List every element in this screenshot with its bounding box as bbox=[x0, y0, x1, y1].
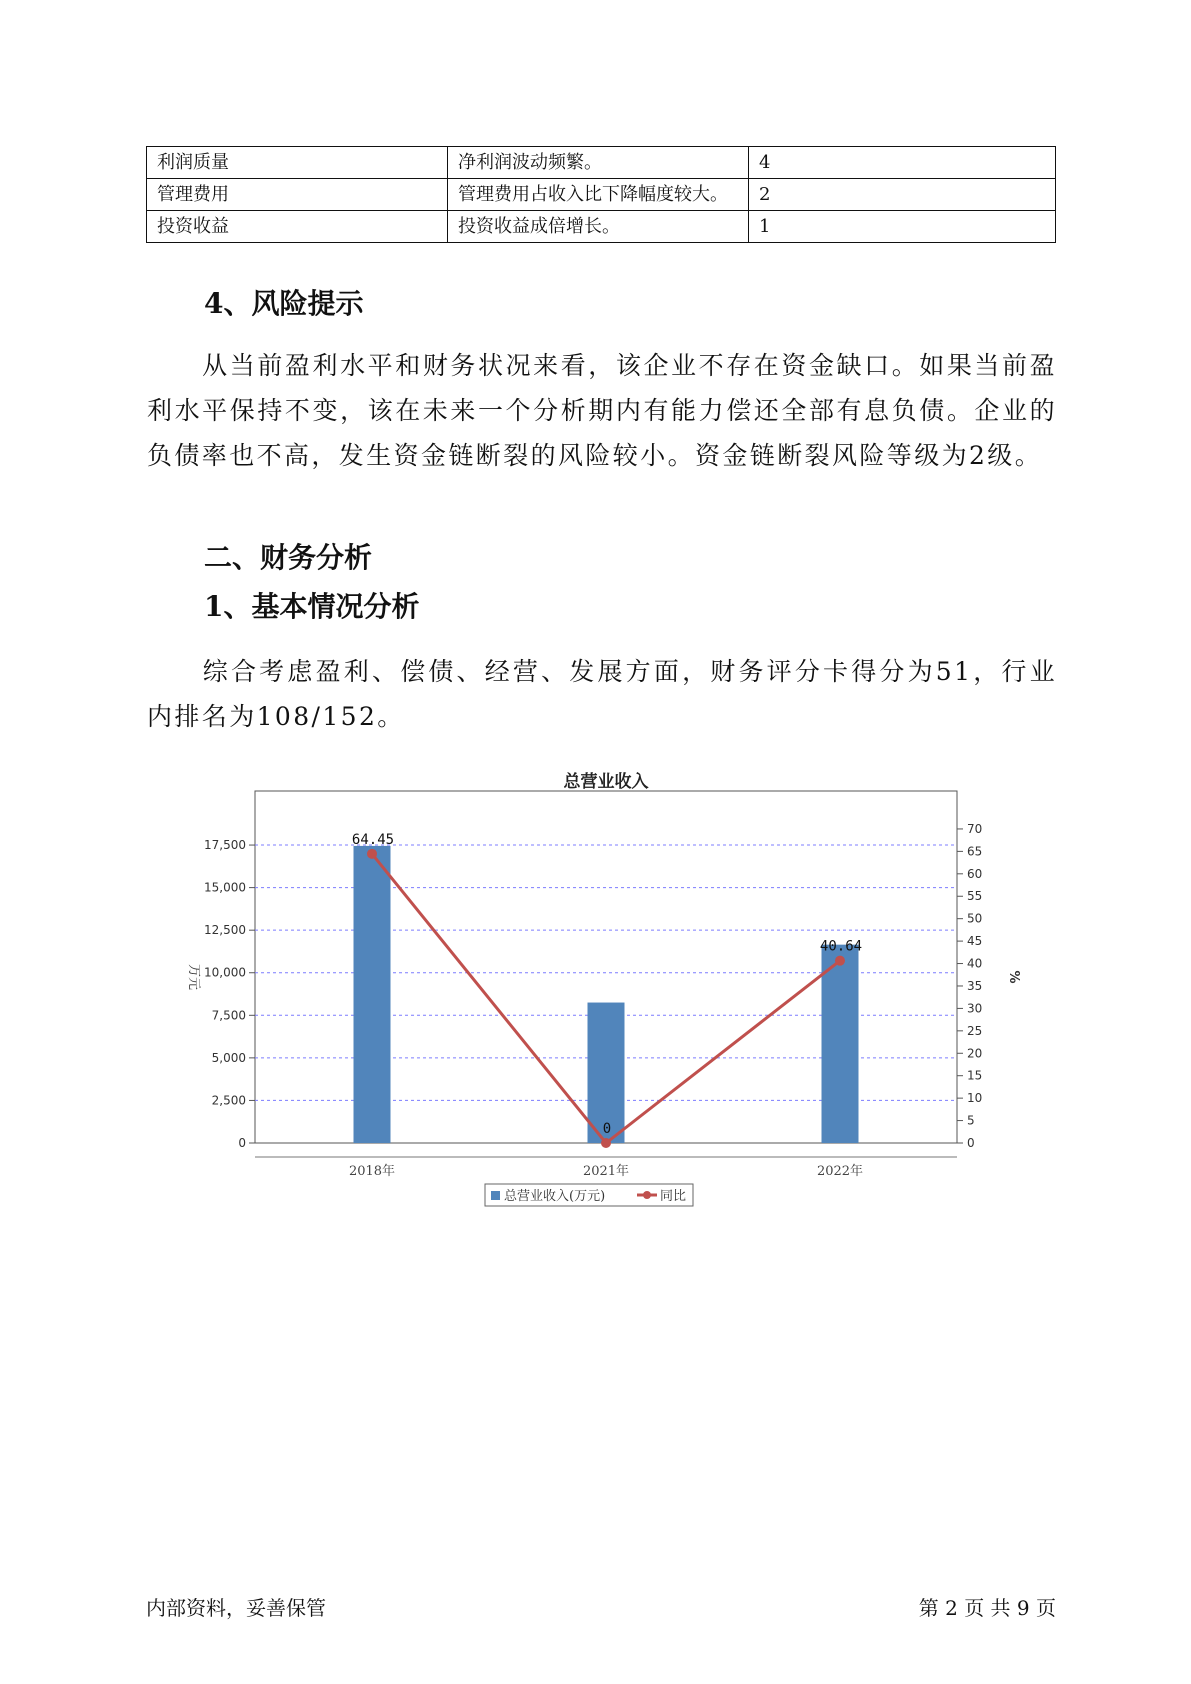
y-axis-label: 万元 bbox=[186, 963, 201, 991]
table-row bbox=[147, 147, 1056, 179]
y-tick-label: 0 bbox=[238, 1136, 246, 1150]
y-tick-label: 5,000 bbox=[211, 1050, 246, 1065]
y2-tick-label: 40 bbox=[967, 956, 983, 971]
y2-tick-label: 65 bbox=[967, 844, 983, 859]
footer-page-number: 第 2 页 共 9 页 bbox=[918, 1596, 1056, 1620]
table-row bbox=[147, 211, 1056, 243]
revenue-chart-svg bbox=[170, 760, 1050, 1220]
bar bbox=[822, 945, 859, 1143]
x-tick-label: 2018年 bbox=[348, 1164, 396, 1179]
risk-paragraph: 从当前盈利水平和财务状况来看，该企业不存在资金缺口。如果当前盈利水平保持不变，该在未来一个分析期内有能力偿还全部有息负债。企业的负债率也不高，发生资金链断裂的风险较小。资金链断裂风险等级为2级。 bbox=[147, 351, 1057, 470]
bar bbox=[354, 846, 391, 1143]
y2-tick-label: 25 bbox=[967, 1023, 983, 1038]
table-cell-desc: 净利润波动频繁。 bbox=[448, 147, 749, 179]
legend-line-label: 同比 bbox=[660, 1189, 687, 1204]
legend-bar-swatch bbox=[491, 1191, 500, 1200]
y-tick-label: 10,000 bbox=[204, 965, 246, 980]
data-label: 0 bbox=[602, 1121, 612, 1137]
y2-tick-label: 45 bbox=[967, 934, 983, 949]
y-tick-label: 17,500 bbox=[204, 838, 246, 853]
chart-title: 总营业收入 bbox=[563, 772, 649, 792]
table-cell-desc: 管理费用占收入比下降幅度较大。 bbox=[448, 179, 749, 211]
data-label: 40.64 bbox=[819, 938, 863, 955]
y-tick-label: 2,500 bbox=[211, 1093, 246, 1108]
risk-table bbox=[146, 146, 1056, 243]
footer-confidential: 内部资料，妥善保管 bbox=[146, 1596, 326, 1620]
yoy-point bbox=[367, 849, 377, 859]
basic-analysis-paragraph: 综合考虑盈利、偿债、经营、发展方面，财务评分卡得分为51，行业内排名为108/152。 bbox=[147, 657, 1057, 731]
y2-tick-label: 70 bbox=[967, 821, 983, 836]
x-tick-label: 2021年 bbox=[582, 1164, 630, 1179]
table-cell-item: 管理费用 bbox=[147, 179, 448, 211]
table-cell-level: 2 bbox=[749, 179, 1056, 211]
y2-tick-label: 30 bbox=[967, 1001, 983, 1016]
y2-tick-label: 60 bbox=[967, 866, 983, 881]
table-row bbox=[147, 179, 1056, 211]
table-cell-item: 利润质量 bbox=[147, 147, 448, 179]
revenue-chart bbox=[170, 760, 1050, 1220]
y2-tick-label: 50 bbox=[967, 911, 983, 926]
basic-analysis-heading: 1、基本情况分析 bbox=[204, 590, 420, 623]
finance-heading: 二、财务分析 bbox=[204, 541, 373, 574]
y2-tick-label: 15 bbox=[967, 1068, 983, 1083]
risk-heading: 4、风险提示 bbox=[204, 287, 364, 320]
legend-bar-label: 总营业收入(万元) bbox=[504, 1189, 606, 1204]
table-cell-level: 4 bbox=[749, 147, 1056, 179]
y2-tick-label: 35 bbox=[967, 978, 983, 993]
y2-axis-label: % bbox=[1006, 970, 1021, 984]
y-tick-label: 12,500 bbox=[204, 923, 246, 938]
y2-tick-label: 20 bbox=[967, 1046, 983, 1061]
data-label: 64.45 bbox=[351, 831, 395, 848]
y2-tick-label: 5 bbox=[967, 1113, 975, 1128]
table-cell-item: 投资收益 bbox=[147, 211, 448, 243]
y2-tick-label: 55 bbox=[967, 889, 983, 904]
y-tick-label: 15,000 bbox=[204, 880, 246, 895]
y2-tick-label: 0 bbox=[967, 1136, 975, 1150]
yoy-point bbox=[835, 956, 845, 966]
x-tick-label: 2022年 bbox=[816, 1164, 864, 1179]
table-cell-desc: 投资收益成倍增长。 bbox=[448, 211, 749, 243]
y-tick-label: 7,500 bbox=[211, 1008, 246, 1023]
table-cell-level: 1 bbox=[749, 211, 1056, 243]
yoy-point bbox=[601, 1138, 611, 1148]
legend-line-marker bbox=[643, 1191, 651, 1199]
y2-tick-label: 10 bbox=[967, 1091, 983, 1106]
